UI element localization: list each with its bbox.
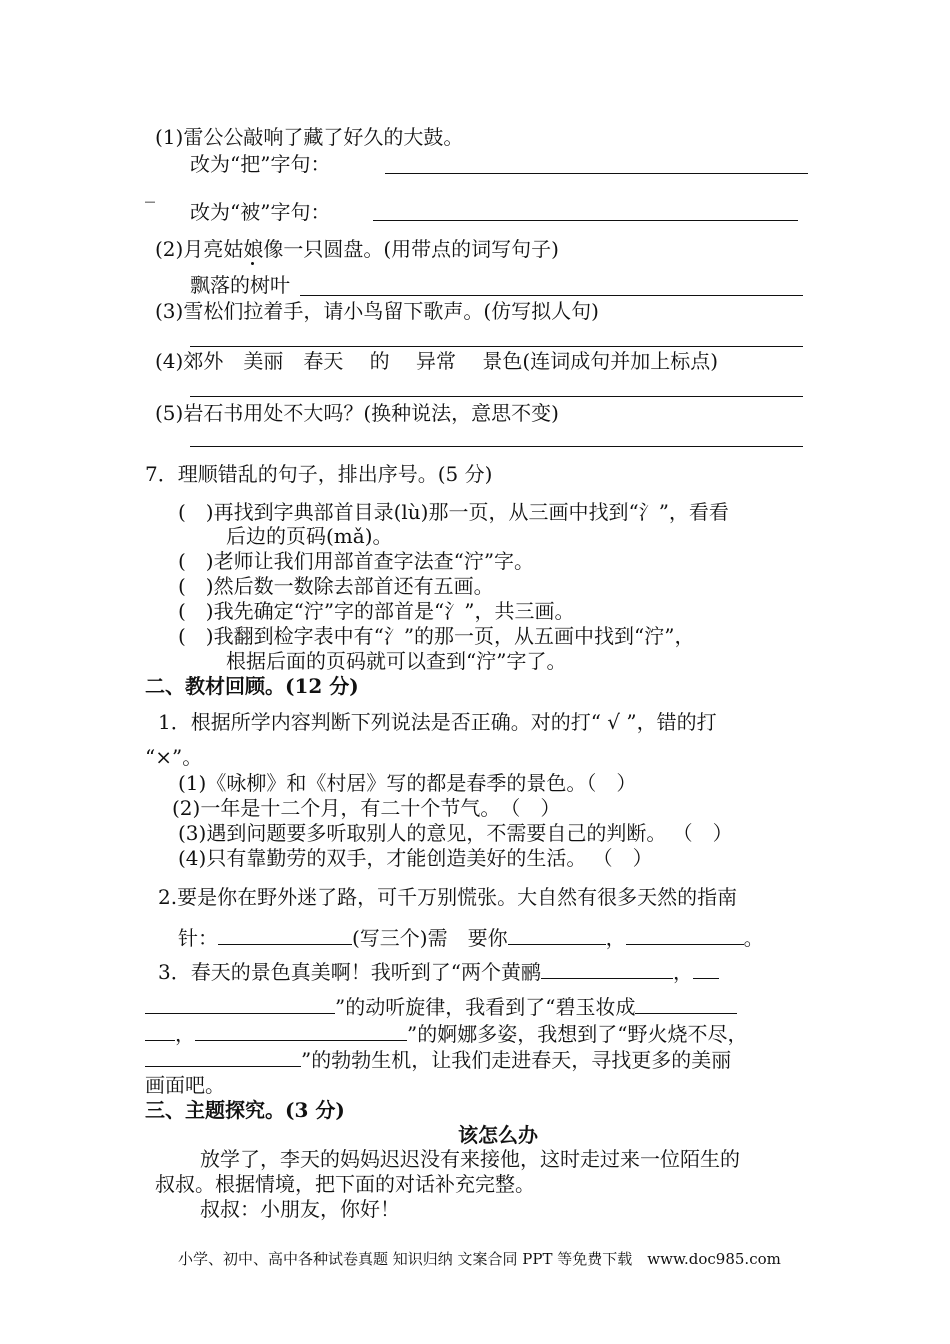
q6-bei-prompt: 改为“被”字句： bbox=[190, 200, 331, 224]
q7-title: 7．理顺错乱的句子，排出序号。(5 分) bbox=[145, 462, 493, 486]
s2-q2-end: 。 bbox=[743, 926, 764, 950]
q7-item-5: ( )我翻到检字表中有“氵”的那一页，从五画中找到“泞”， bbox=[178, 624, 695, 648]
s2-q3-line1 bbox=[158, 958, 719, 985]
q6-s4-answer-line[interactable] bbox=[190, 396, 803, 397]
q7-item-2: ( )老师让我们用部首查字法查“泞”字。 bbox=[178, 549, 535, 573]
s2-q2-blank-3[interactable] bbox=[626, 924, 744, 945]
s2-q3-intro: 3．春天的景色真美啊！我听到了“两个黄鹂 bbox=[158, 960, 541, 984]
s2-q2-comma: ， bbox=[605, 926, 626, 950]
q6-sentence-1: (1)雷公公敲响了藏了好久的大鼓。 bbox=[155, 125, 464, 149]
q6-s3-answer-line[interactable] bbox=[190, 346, 803, 347]
s2-q2-blank-2[interactable] bbox=[508, 924, 606, 945]
q6-sentence-2: (2)月亮姑娘像一只圆盘。(用带点的词写句子) bbox=[155, 237, 559, 261]
s2-q1-item-2: (2)一年是十二个月，有二十个节气。 （ ） bbox=[172, 796, 561, 820]
q6-s2-answer-line[interactable] bbox=[300, 295, 803, 296]
s2-q2-prefix: 针： bbox=[178, 926, 218, 950]
s2-q2-line2 bbox=[178, 924, 764, 951]
section-2-title: 二、教材回顾。(12 分) bbox=[145, 674, 359, 698]
s2-q3-blank-4[interactable] bbox=[195, 1020, 407, 1041]
s2-q3-blank-2b[interactable] bbox=[145, 993, 335, 1014]
emphasis-dot bbox=[251, 262, 254, 265]
q6-sentence-5: (5)岩石书用处不大吗？(换种说法，意思不变) bbox=[155, 401, 559, 425]
s2-q3-line5: 画面吧。 bbox=[145, 1073, 225, 1097]
q7-item-1-cont: 后边的页码(mǎ)。 bbox=[226, 524, 393, 548]
s2-q3-text-4: ”的勃勃生机，让我们走进春天，寻找更多的美丽 bbox=[301, 1048, 732, 1072]
q7-item-1: ( )再找到字典部首目录(lù)那一页，从三画中找到“氵”，看看 bbox=[178, 500, 729, 524]
s2-q1-item-4: (4)只有靠勤劳的双手，才能创造美好的生活。 （ ） bbox=[178, 846, 653, 870]
q7-item-4: ( )我先确定“泞”字的部首是“氵”，共三画。 bbox=[178, 599, 575, 623]
q7-item-3: ( )然后数一数除去部首还有五画。 bbox=[178, 574, 494, 598]
s2-q1-line2: “×”。 bbox=[145, 745, 203, 769]
s2-q3-comma-2: ， bbox=[175, 1022, 195, 1046]
s2-q1-item-1: (1)《咏柳》和《村居》写的都是春季的景色。（ ） bbox=[178, 771, 637, 795]
story-paragraph-1: 放学了，李天的妈妈迟迟没有来接他，这时走过来一位陌生的 bbox=[200, 1147, 740, 1171]
s2-q3-blank-5[interactable] bbox=[145, 1046, 301, 1067]
q6-s2-prefix: 飘落的树叶 bbox=[190, 273, 290, 297]
s2-q3-blank-2a[interactable] bbox=[693, 958, 719, 979]
s2-q3-text-3: ”的婀娜多姿，我想到了“野火烧不尽， bbox=[407, 1022, 748, 1046]
dialogue-line-1: 叔叔：小朋友，你好！ bbox=[200, 1197, 400, 1221]
q6-bei-answer-line[interactable] bbox=[373, 220, 798, 221]
section-3-title: 三、主题探究。(3 分) bbox=[145, 1098, 345, 1122]
s2-q2-line1: 2.要是你在野外迷了路，可千万别慌张。大自然有很多天然的指南 bbox=[158, 885, 738, 909]
s2-q3-blank-3b[interactable] bbox=[145, 1020, 175, 1041]
q6-ba-prompt: 改为“把”字句： bbox=[190, 152, 331, 176]
story-paragraph-2: 叔叔。根据情境，把下面的对话补充完整。 bbox=[155, 1172, 535, 1196]
s2-q1-line1: 1．根据所学内容判断下列说法是否正确。对的打“ √ ”，错的打 bbox=[158, 710, 717, 734]
s2-q2-middle: (写三个)需 要你 bbox=[352, 926, 508, 950]
s2-q3-blank-3a[interactable] bbox=[635, 993, 737, 1014]
s2-q3-text-2: ”的动听旋律，我看到了“碧玉妆成 bbox=[335, 995, 636, 1019]
q6-sentence-4: (4)郊外 美丽 春天 的 异常 景色(连词成句并加上标点) bbox=[155, 349, 719, 373]
page-footer: 小学、初中、高中各种试卷真题 知识归纳 文案合同 PPT 等免费下载 www.doc985.com bbox=[178, 1250, 781, 1268]
q7-item-5-cont: 根据后面的页码就可以查到“泞”字了。 bbox=[226, 649, 567, 673]
story-heading: 该怎么办 bbox=[458, 1123, 538, 1147]
s2-q1-item-3: (3)遇到问题要多听取别人的意见，不需要自己的判断。 （ ） bbox=[178, 821, 733, 845]
s2-q3-comma-1: ， bbox=[672, 960, 693, 984]
s2-q3-line4 bbox=[145, 1046, 731, 1073]
s2-q3-line3 bbox=[145, 1020, 747, 1047]
q6-s5-answer-line[interactable] bbox=[190, 446, 803, 447]
q6-sentence-3: (3)雪松们拉着手，请小鸟留下歌声。(仿写拟人句) bbox=[155, 299, 599, 323]
s2-q3-line2 bbox=[145, 993, 737, 1020]
s2-q3-blank-1[interactable] bbox=[541, 958, 673, 979]
q6-dash: _ bbox=[145, 179, 155, 203]
s2-q2-blank-1[interactable] bbox=[218, 924, 352, 945]
q6-ba-answer-line[interactable] bbox=[385, 173, 808, 174]
